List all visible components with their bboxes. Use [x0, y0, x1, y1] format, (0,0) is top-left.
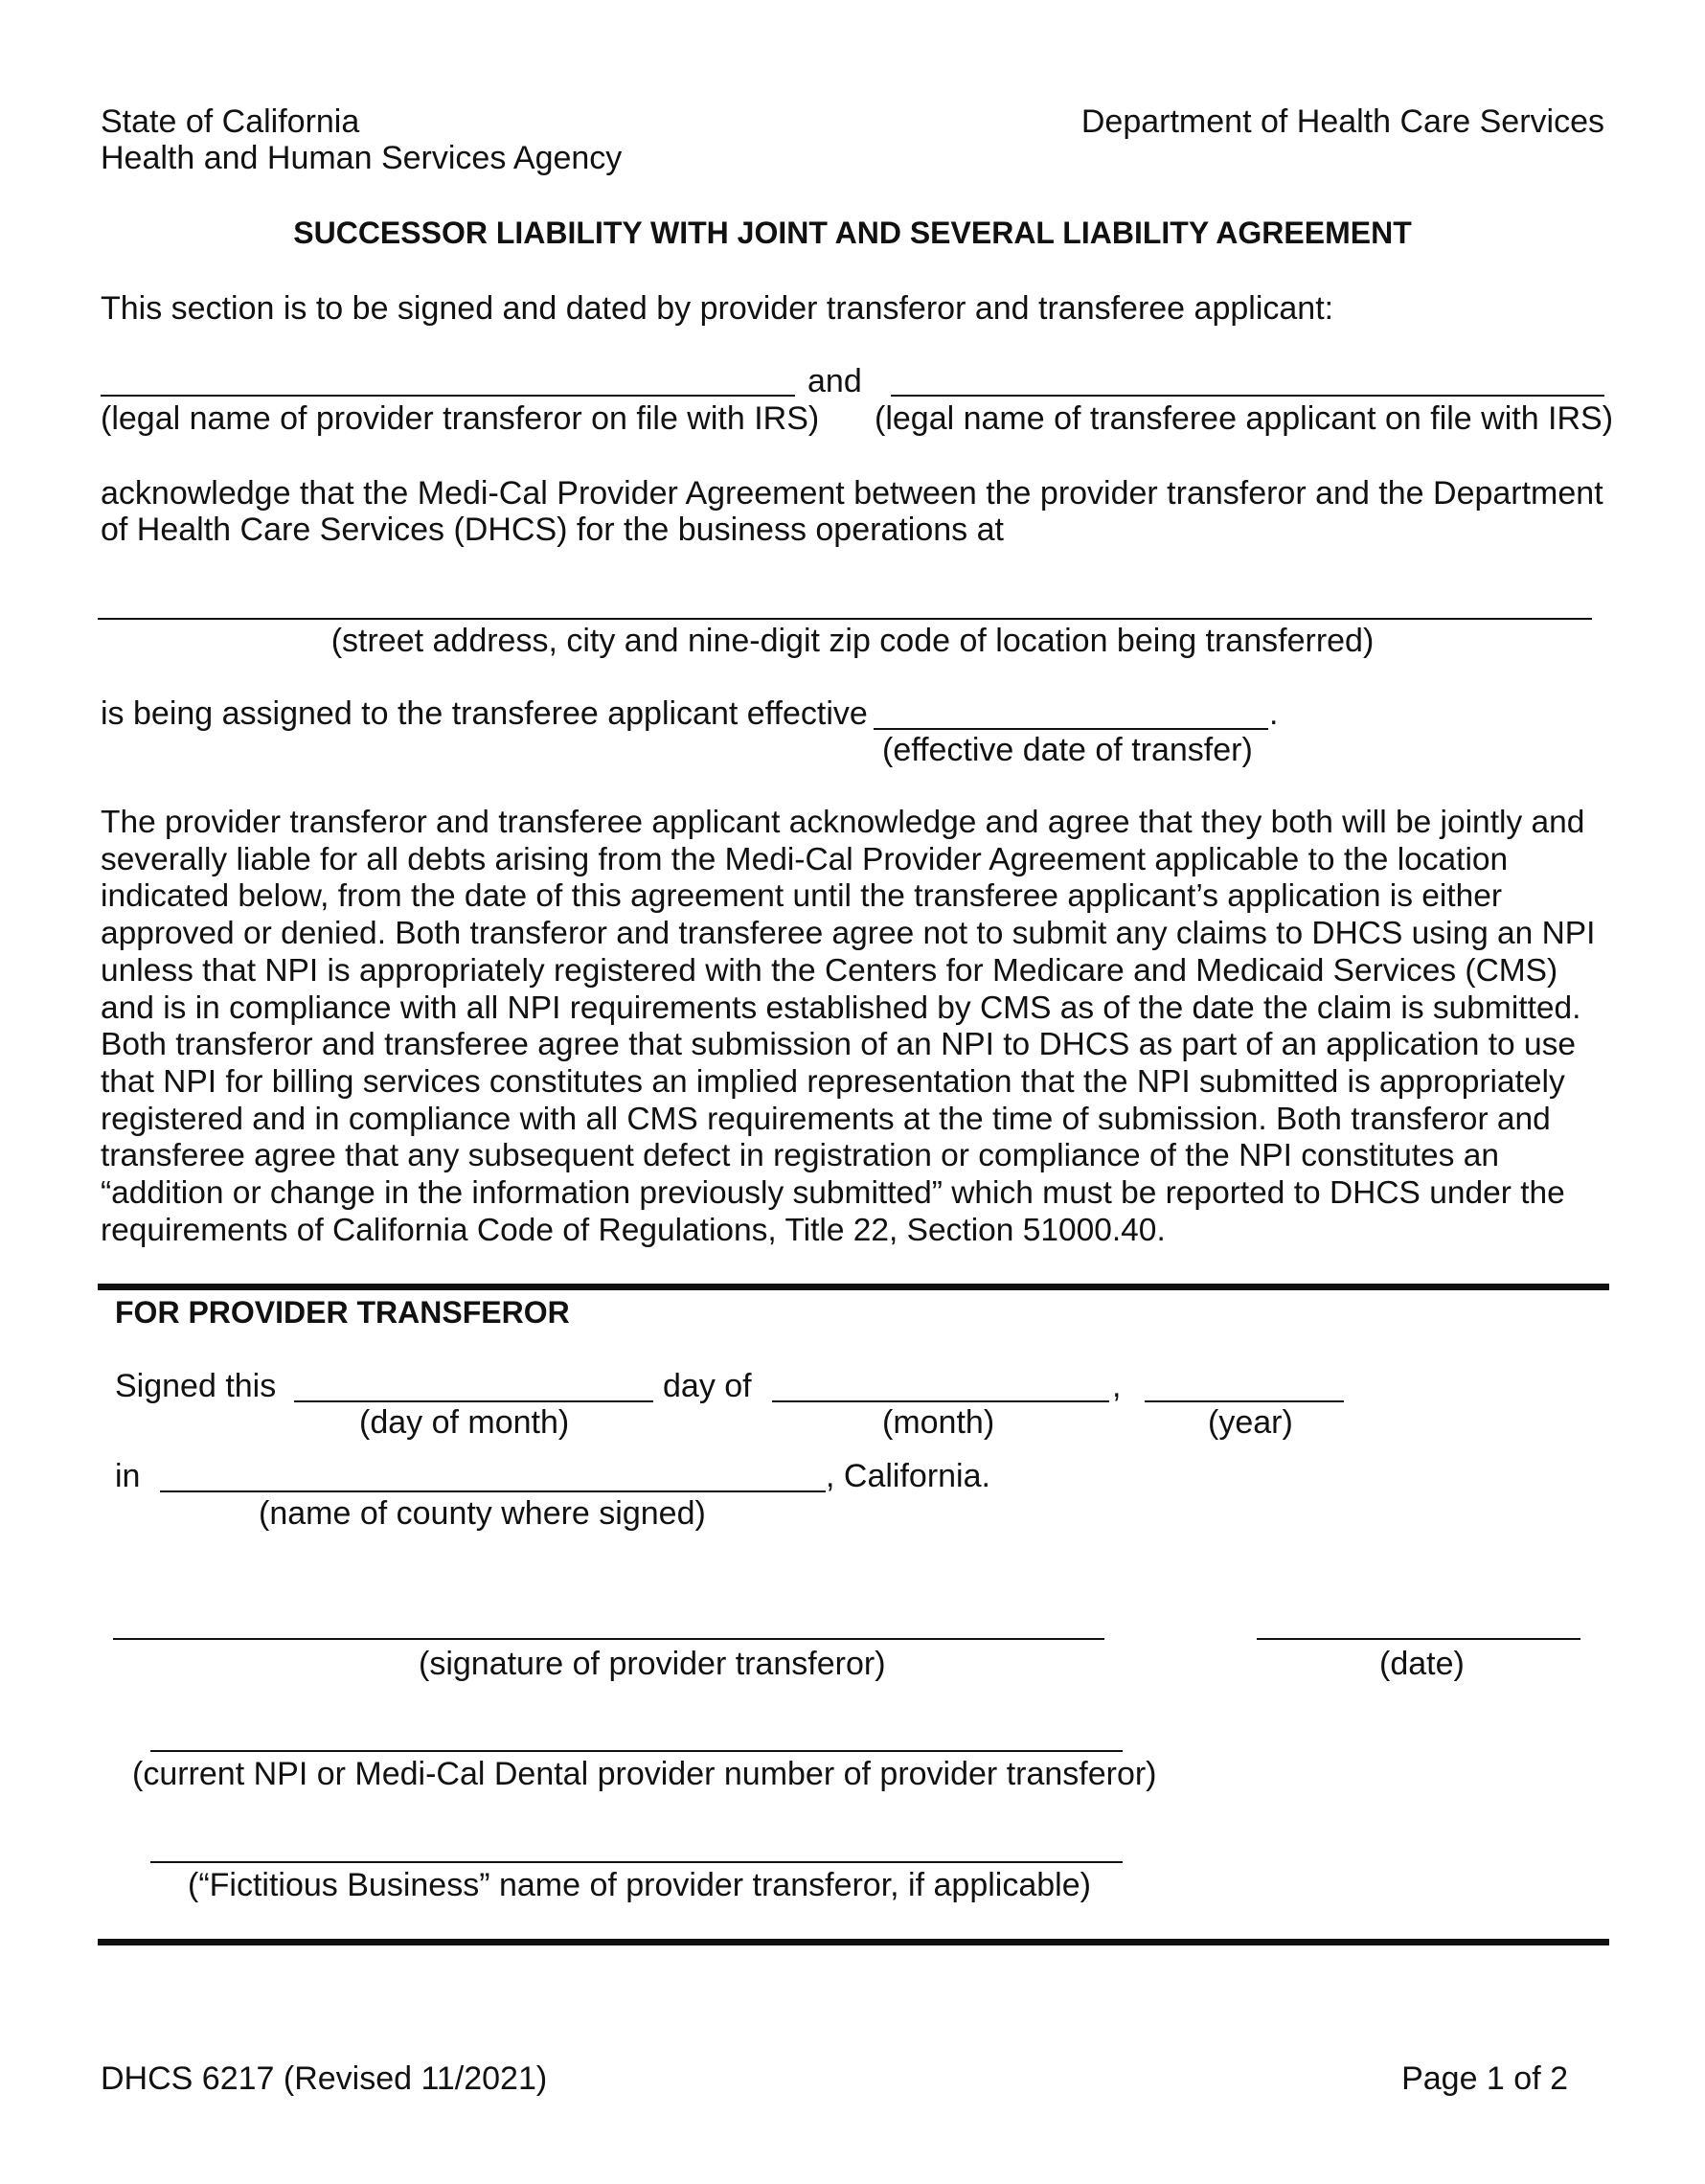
day-of-month-line[interactable] — [294, 1400, 653, 1402]
assigned-text: is being assigned to the transferee applicant effective — [101, 695, 868, 732]
form-id: DHCS 6217 (Revised 11/2021) — [101, 2060, 548, 2097]
npi-line[interactable] — [150, 1750, 1123, 1752]
transferor-name-caption: (legal name of provider transferor on file with IRS) — [101, 400, 820, 437]
acknowledge-line-1: acknowledge that the Medi-Cal Provider Agreement between the provider transferor and the Department — [101, 475, 1603, 512]
transferor-heading: FOR PROVIDER TRANSFEROR — [115, 1295, 570, 1330]
signature-line[interactable] — [113, 1638, 1104, 1640]
signed-this-label: Signed this — [115, 1368, 277, 1404]
address-caption: (street address, city and nine-digit zip code of location being transferred) — [330, 623, 1375, 659]
transferor-name-line[interactable] — [101, 395, 795, 397]
header-state: State of California — [101, 103, 360, 140]
section-bottom-rule — [98, 1939, 1609, 1945]
liability-paragraph: The provider transferor and transferee applicant acknowledge and agree that they both will be jointly and severally liable for all debts arising from the Medi-Cal Provider Agreement applicable to the location indicated below, from the date of this agreement until the transferee applicant’s application is either approved or denied. Both transferor and transferee agree not to submit any claims to DHCS using an NPI unless that NPI is appropriately registered with the Centers for Medicare and Medicaid Services (CMS) and is in compliance with all NPI requirements established by CMS as of the date the claim is submitted. Both transferor and transferee agree that submission of an NPI to DHCS as part of an application to use that NPI for billing services constitutes an implied representation that the NPI submitted is appropriately registered and in compliance with all CMS requirements at the time of submission. Both transferor and transferee agree that any subsequent defect in registration or compliance of the NPI constitutes an “addition or change in the information previously submitted” which must be reported to DHCS under the requirements of California Code of Regulations, Title 22, Section 51000.40. — [101, 805, 1596, 1248]
county-line[interactable] — [160, 1490, 826, 1492]
intro-text: This section is to be signed and dated by provider transferor and transferee applicant: — [101, 290, 1334, 327]
npi-caption: (current NPI or Medi-Cal Dental provider number of provider transferor) — [132, 1756, 1157, 1792]
date-line[interactable] — [1257, 1638, 1580, 1640]
year-line[interactable] — [1145, 1400, 1344, 1402]
acknowledge-line-2: of Health Care Services (DHCS) for the business operations at — [101, 512, 1004, 548]
address-line[interactable] — [98, 618, 1592, 620]
signature-caption: (signature of provider transferor) — [419, 1646, 886, 1682]
effective-date-caption: (effective date of transfer) — [882, 732, 1253, 768]
effective-date-line[interactable] — [874, 728, 1268, 730]
assigned-period: . — [1269, 695, 1279, 732]
section-top-rule — [98, 1284, 1609, 1290]
header-agency: Health and Human Services Agency — [101, 140, 623, 176]
month-caption: (month) — [882, 1404, 995, 1441]
county-caption: (name of county where signed) — [259, 1495, 706, 1532]
month-line[interactable] — [772, 1400, 1109, 1402]
fictitious-name-line[interactable] — [150, 1861, 1123, 1863]
fictitious-name-caption: (“Fictitious Business” name of provider transferor, if applicable) — [188, 1867, 1091, 1903]
transferee-name-caption: (legal name of transferee applicant on file with IRS) — [875, 400, 1614, 437]
date-caption: (date) — [1379, 1646, 1465, 1682]
and-text: and — [807, 363, 862, 399]
year-caption: (year) — [1208, 1404, 1293, 1441]
day-of-label: day of — [663, 1368, 752, 1404]
transferee-name-line[interactable] — [891, 395, 1604, 397]
header-department: Department of Health Care Services — [1080, 103, 1604, 140]
california-text: , California. — [826, 1458, 990, 1494]
document-title: SUCCESSOR LIABILITY WITH JOINT AND SEVERAL LIABILITY AGREEMENT — [293, 216, 1412, 250]
page-number: Page 1 of 2 — [1401, 2060, 1568, 2097]
comma-text: , — [1112, 1368, 1122, 1404]
in-label: in — [115, 1458, 141, 1494]
day-of-month-caption: (day of month) — [359, 1404, 570, 1441]
